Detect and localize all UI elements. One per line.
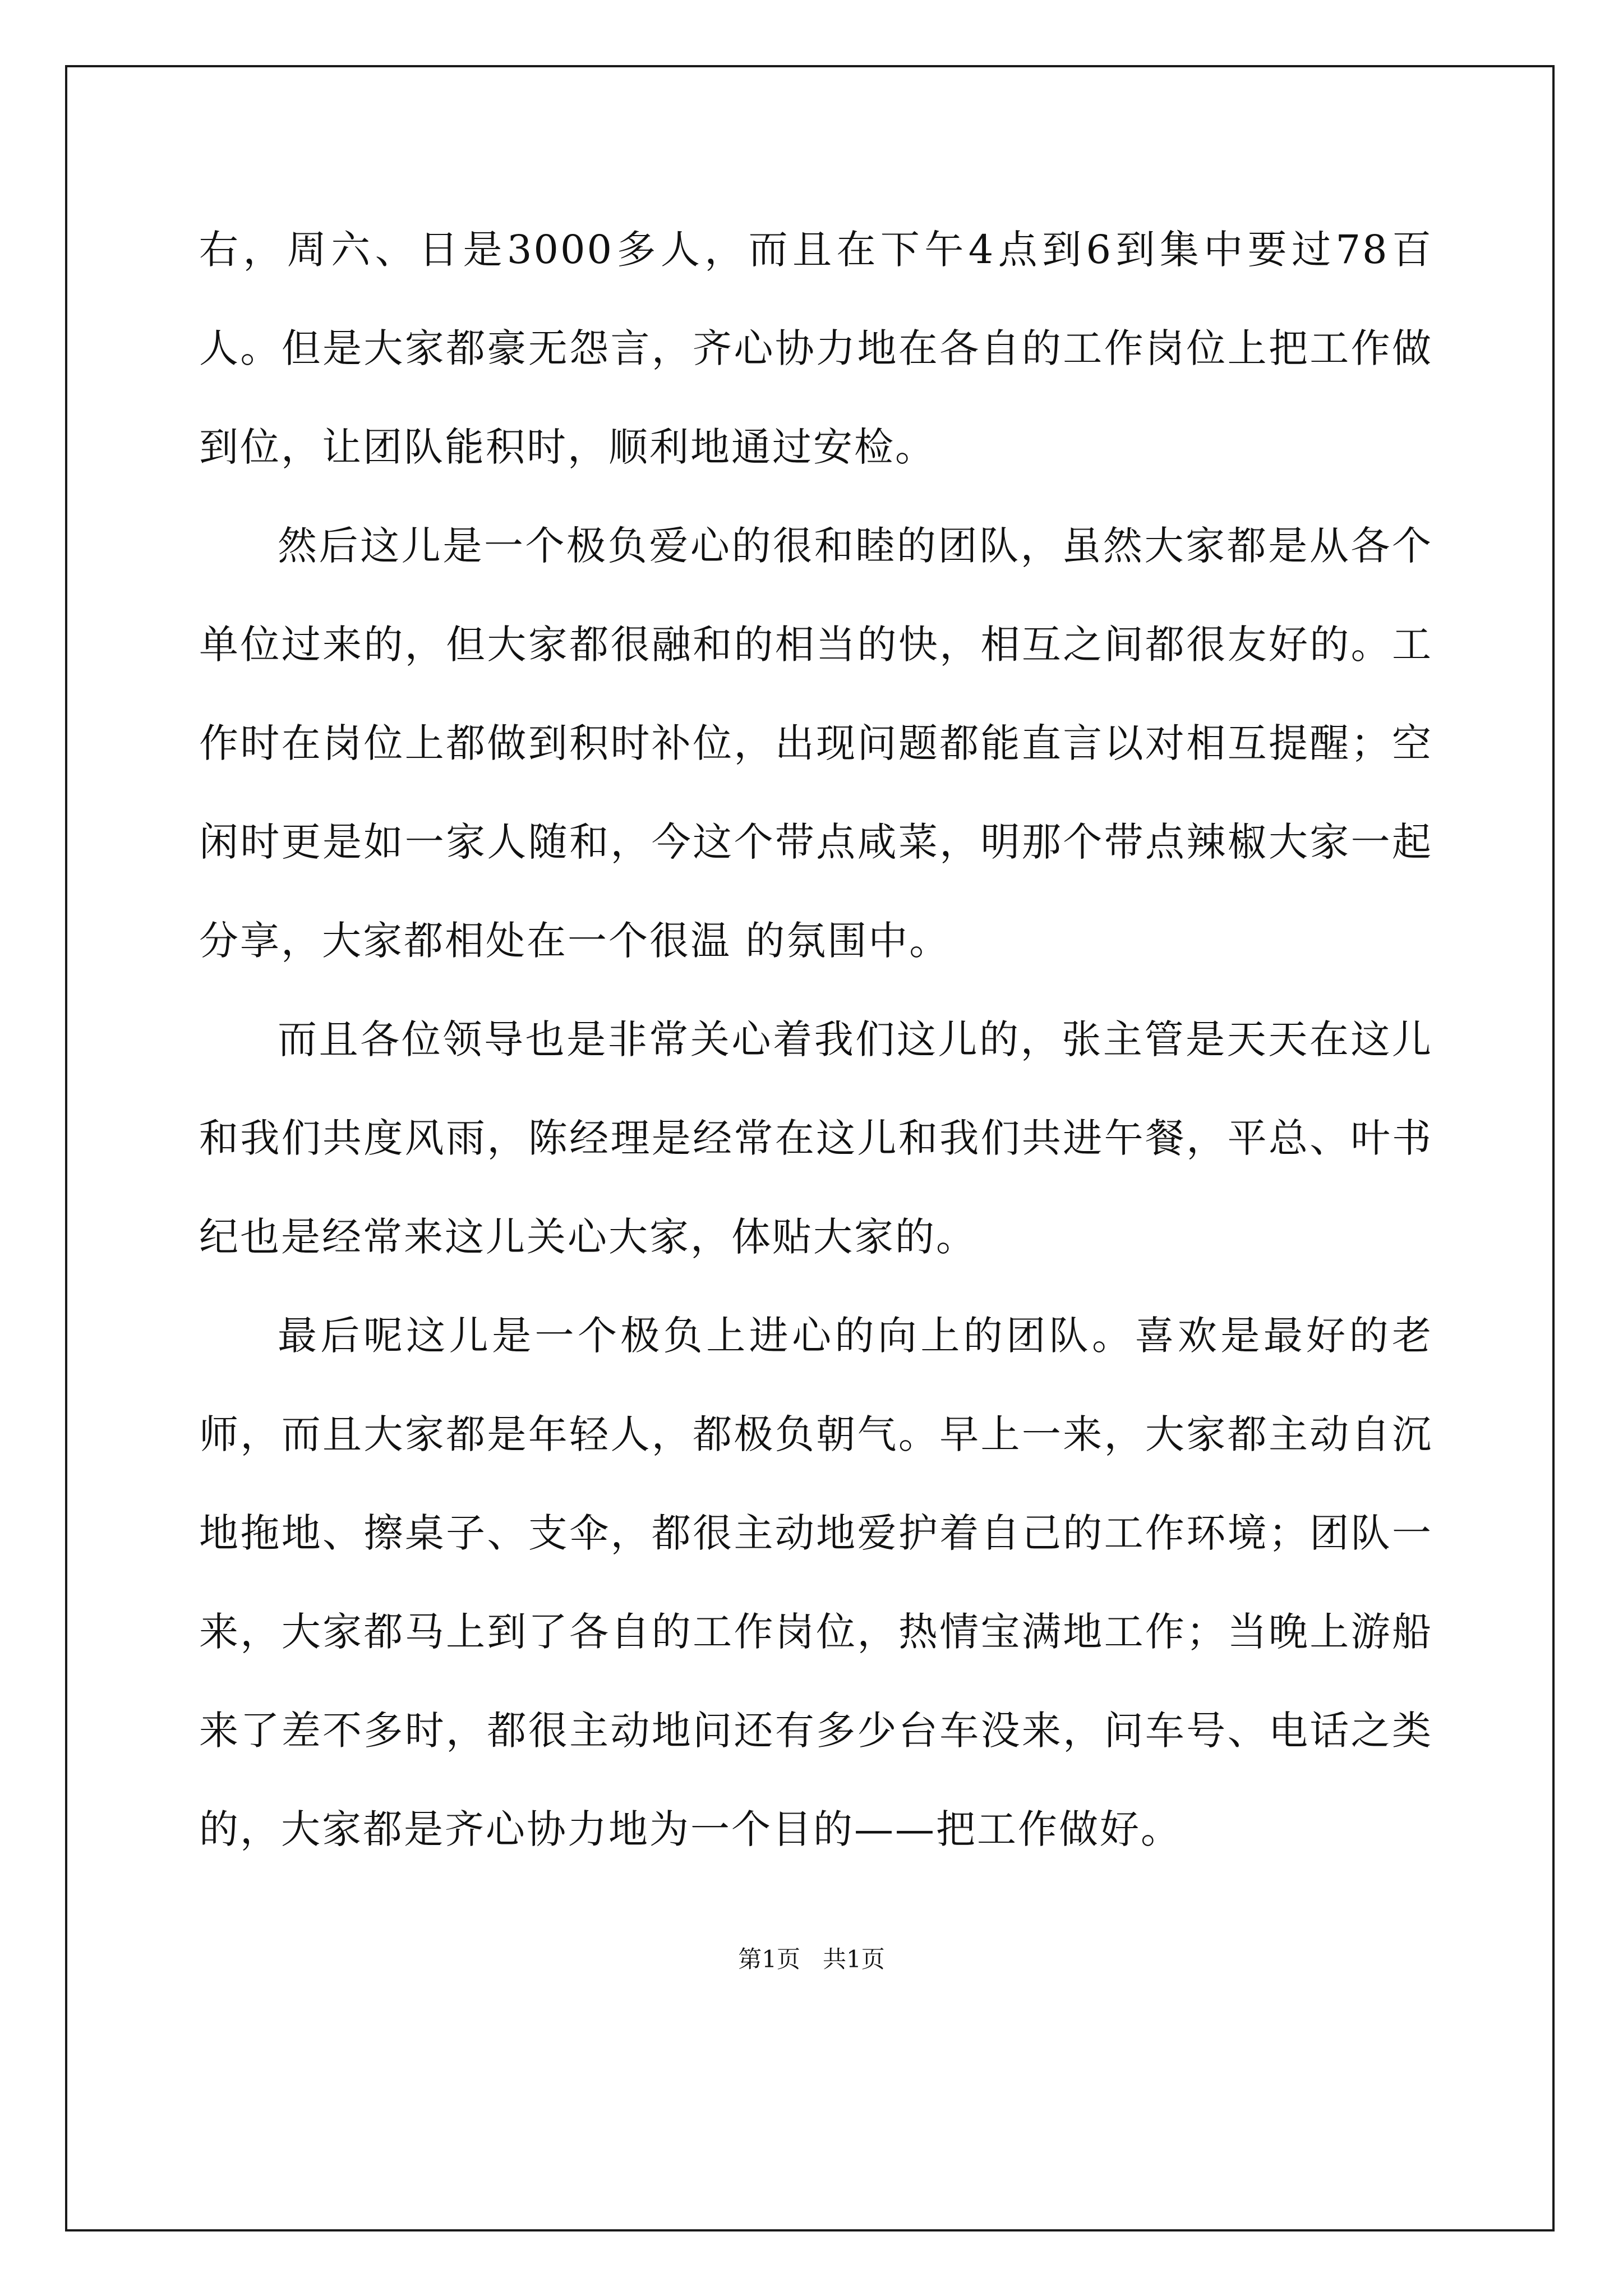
page-number-footer: 第1页 共1页 <box>738 1945 885 1973</box>
paragraph-1: 右，周六、日是3000多人，而且在下午4点到6到集中要过78百人。但是大家都豪无怨言，齐心协力地在各自的工作岗位上把工作做到位，让团队能积时，顺利地通过安检。 <box>199 227 1433 470</box>
paragraph-4: 最后呢这儿是一个极负上进心的向上的团队。喜欢是最好的老师，而且大家都是年轻人，都极负朝气。早上一来，大家都主动自沉地拖地、擦桌子、支伞，都很主动地爱护着自己的工作环境；团队一来，大家都马上到了各自的工作岗位，热情宝满地工作；当晚上游船来了差不多时，都很主动地问还有多少台车没来，问车号、电话之类的，大家都是齐心协力地为一个目的——把工作做好。 <box>199 1313 1433 1852</box>
document-body <box>199 200 1433 1879</box>
paragraph-2: 然后这儿是一个极负爱心的很和睦的团队，虽然大家都是从各个单位过来的，但大家都很融和的相当的快，相互之间都很友好的。工作时在岗位上都做到积时补位，出现问题都能直言以对相互提醒；空闲时更是如一家人随和，今这个带点咸菜，明那个带点辣椒大家一起分享，大家都相处在一个很温 的氛围中。 <box>199 523 1433 964</box>
paragraph-3: 而且各位领导也是非常关心着我们这儿的，张主管是天天在这儿和我们共度风雨，陈经理是经常在这儿和我们共进午餐，平总、叶书纪也是经常来这儿关心大家，体贴大家的。 <box>199 1016 1433 1260</box>
